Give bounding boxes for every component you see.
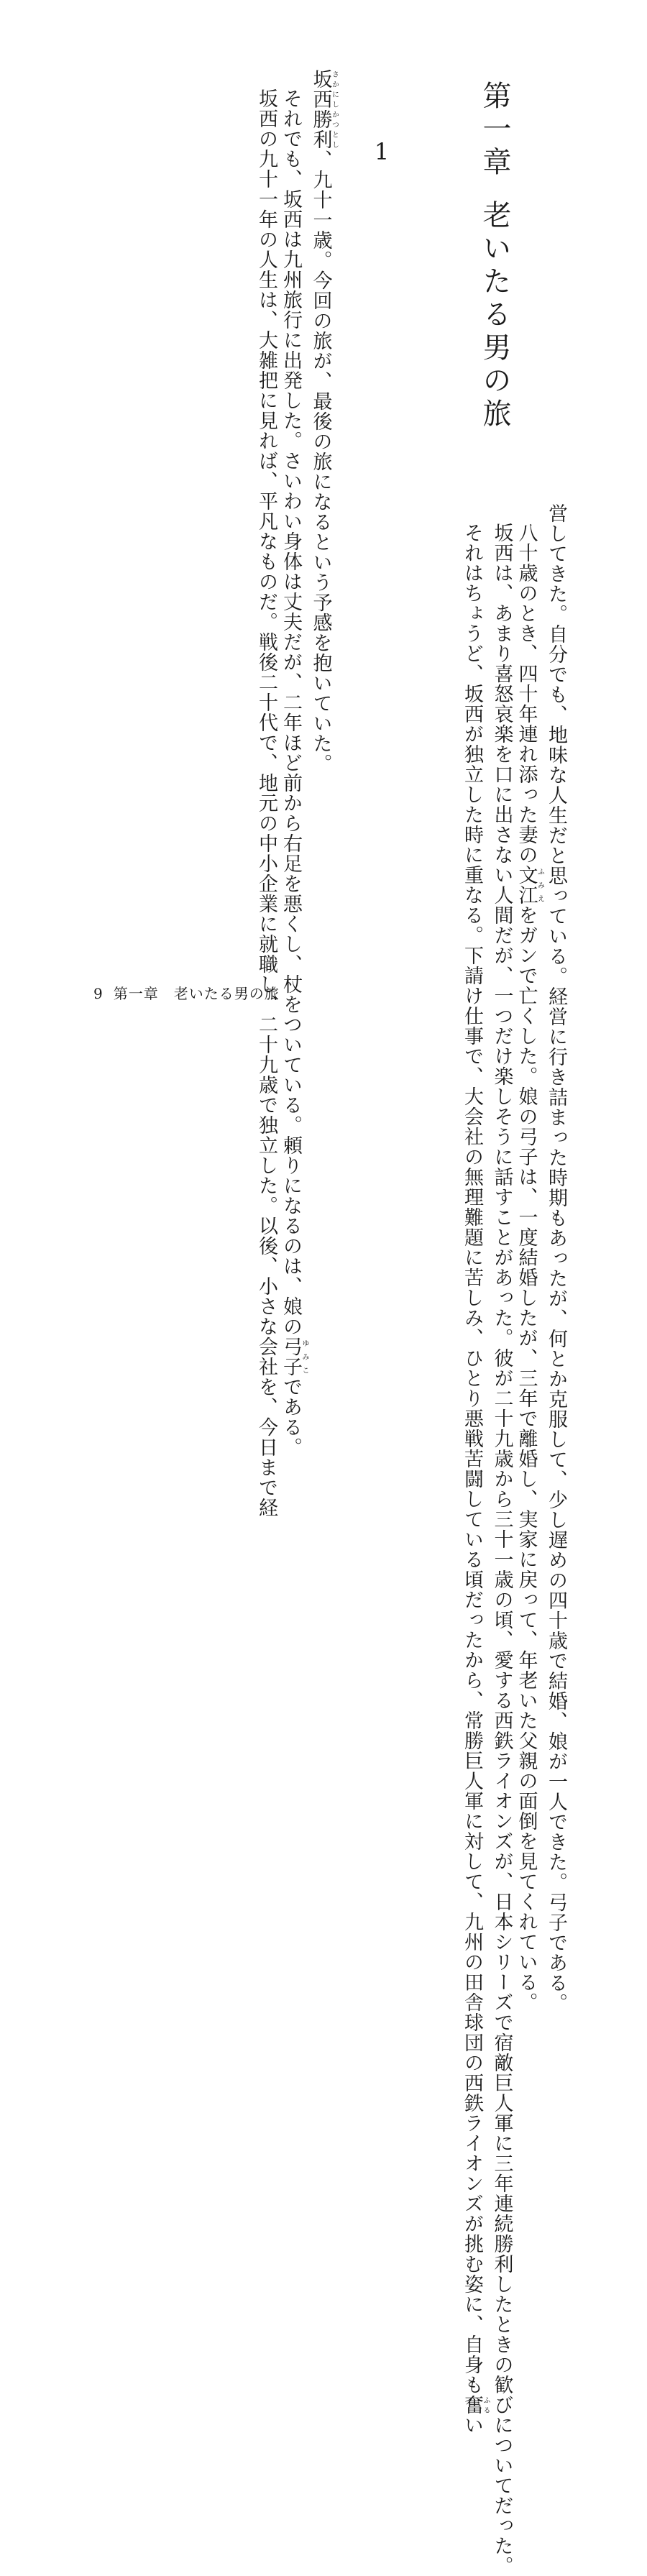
paragraph: 坂西の九十一年の人生は、大雑把に見れば、平凡なものだ。戦後二十代で、地元の中小企業に就職し、二十九歳で独立した。以後、小さな会社を、今日まで経	[255, 88, 277, 1518]
paragraph: 坂西勝利さかにしかつとし、九十一歳。今回の旅が、最後の旅になるという予感を抱いていた。	[309, 69, 339, 774]
page-number: 9	[93, 985, 104, 1002]
running-head: 第一章 老いたる男の旅	[113, 985, 280, 1002]
chapter-name: 老いたる男の旅	[478, 200, 511, 431]
paragraph: 八十歳のとき、四十年連れ添った妻の文江ふみえをガンで亡くした。娘の弓子は、一度結婚したが、三年で離婚し、実家に戻って、年老いた父親の面倒を見てくれている。	[515, 523, 544, 2012]
paragraph: 営してきた。自分でも、地味な人生だと思っている。経営に行き詰まった時期もあったが、何とか克服して、少し遅めの四十歳で結婚、娘が一人できた。弓子である。	[545, 503, 567, 2013]
ruby-word: 奮ふる	[461, 2395, 490, 2415]
paragraph: それでも、坂西は九州旅行に出発した。さいわい身体は丈夫だが、二年ほど前から右足を悪くし、杖をついている。頼りになるのは、娘の弓子ゆみこである。	[280, 88, 308, 1457]
ruby-name: 坂西勝利さかにしかつとし	[309, 69, 339, 150]
chapter-label: 第一章	[478, 81, 511, 180]
chapter-title	[474, 81, 515, 431]
ruby-word: 弓子ゆみこ	[280, 1337, 308, 1377]
page-footer	[93, 982, 280, 1003]
section-number: 1	[368, 138, 395, 165]
paragraph: 坂西は、あまり喜怒哀楽を口に出さない人間だが、一つだけ楽しそうに話すことがあった。彼が二十九歳から三十一歳の頃、愛する西鉄ライオンズが、日本シリーズで宿敵巨人軍に三年連続勝利したときの歓びについてだった。	[490, 523, 513, 2576]
paragraph: それはちょうど、坂西が独立した時に重なる。下請け仕事で、大会社の無理難題に苦しみ、ひとり悪戦苦闘している頃だったから、常勝巨人軍に対して、九州の田舎球団の西鉄ライオンズが挑む姿に、自身も奮ふるい	[461, 523, 490, 2435]
ruby-word: 文江ふみえ	[515, 865, 544, 905]
